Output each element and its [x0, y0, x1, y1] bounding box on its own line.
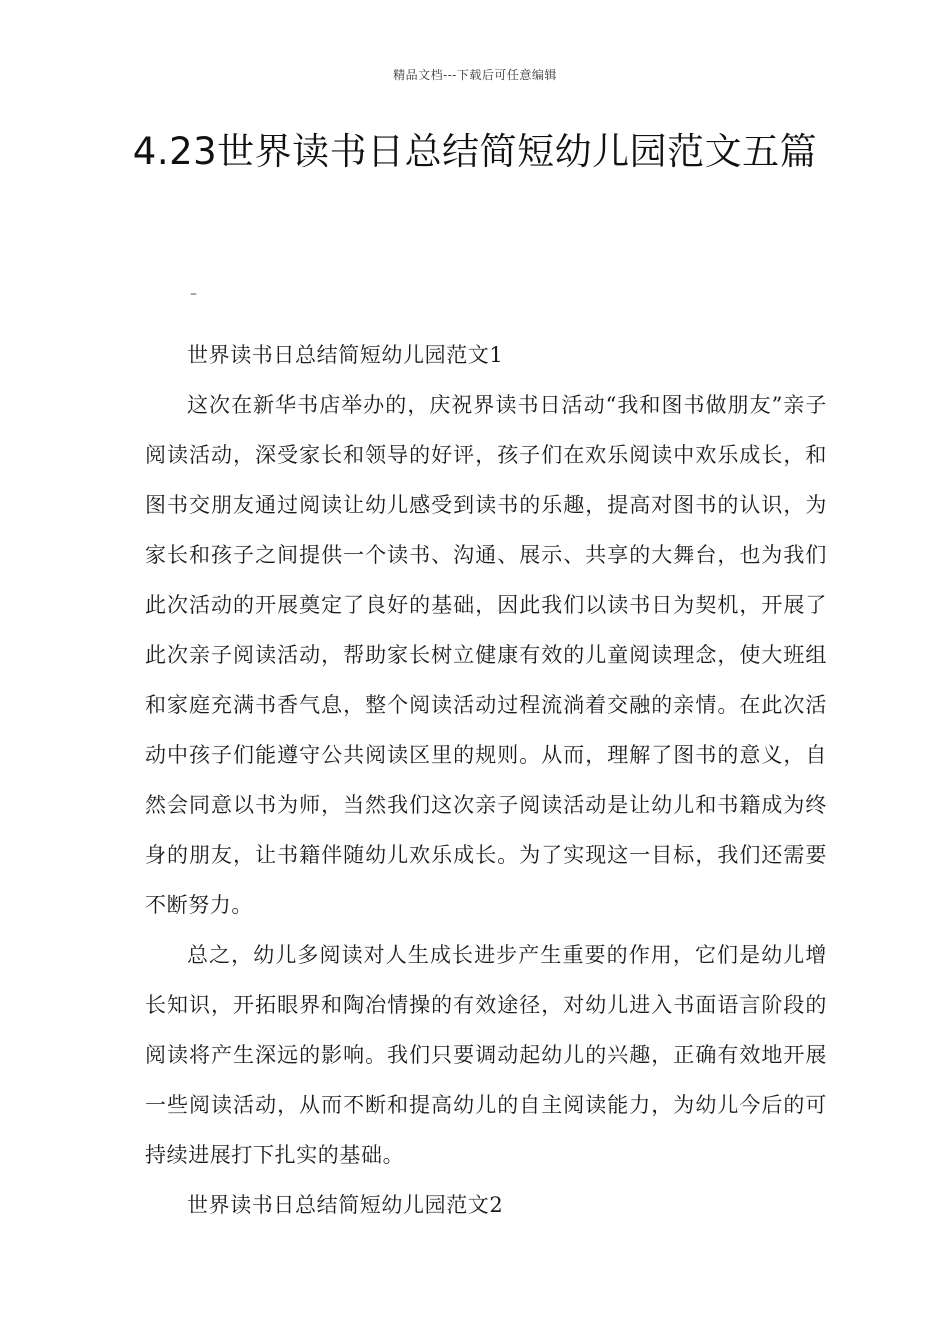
section-heading-2: 世界读书日总结简短幼儿园范文2 — [187, 1193, 504, 1217]
dash-mark: – — [190, 286, 197, 302]
document-body — [145, 330, 827, 1230]
document-title: 4.23世界读书日总结简短幼儿园范文五篇 — [132, 130, 818, 173]
header-note: 精品文档---下载后可任意编辑 — [393, 68, 557, 82]
section-heading-1: 世界读书日总结简短幼儿园范文1 — [187, 343, 504, 367]
paragraph: 总之，幼儿多阅读对人生成长进步产生重要的作用，它们是幼儿增长知识，开拓眼界和陶冶情操的有效途径，对幼儿进入书面语言阶段的阅读将产生深远的影响。我们只要调动起幼儿的兴趣，正确有效地开展一些阅读活动，从而不断和提高幼儿的自主阅读能力，为幼儿今后的可持续进展打下扎实的基础。 — [145, 943, 827, 1167]
paragraph: 这次在新华书店举办的，庆祝界读书日活动“我和图书做朋友”亲子阅读活动，深受家长和领导的好评，孩子们在欢乐阅读中欢乐成长，和图书交朋友通过阅读让幼儿感受到读书的乐趣，提高对图书的认识，为家长和孩子之间提供一个读书、沟通、展示、共享的大舞台，也为我们此次活动的开展奠定了良好的基础，因此我们以读书日为契机，开展了此次亲子阅读活动，帮助家长树立健康有效的儿童阅读理念，使大班组和家庭充满书香气息，整个阅读活动过程流淌着交融的亲情。在此次活动中孩子们能遵守公共阅读区里的规则。从而，理解了图书的意义，自然会同意以书为师，当然我们这次亲子阅读活动是让幼儿和书籍成为终身的朋友，让书籍伴随幼儿欢乐成长。为了实现这一目标，我们还需要不断努力。 — [145, 393, 828, 917]
